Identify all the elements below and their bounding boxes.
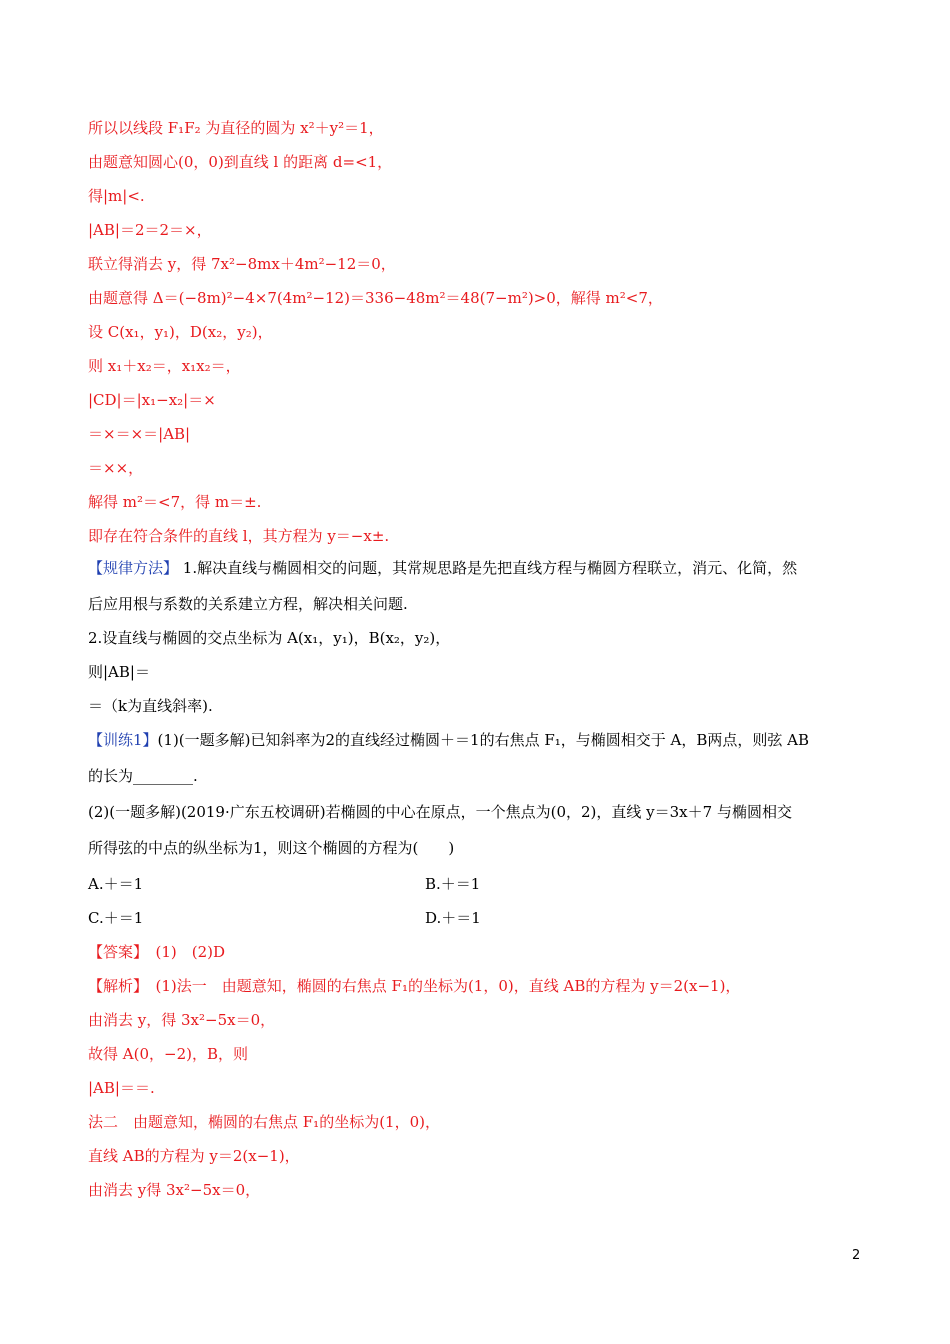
line-text: 则|AB|＝: [88, 663, 150, 681]
text-line: [88, 558, 797, 578]
text-line: [88, 1010, 275, 1030]
text-line: [88, 220, 212, 240]
line-text: C.＋＝1: [88, 909, 144, 927]
line-text: 后应用根与系数的关系建立方程，解决相关问题.: [88, 595, 408, 613]
text-line: [88, 322, 273, 342]
line-text: (1)法一 由题意知，椭圆的右焦点 F₁的坐标为(1，0)，直线 AB的方程为 y＝2(x−1)，: [140, 977, 741, 995]
text-line: [88, 288, 663, 308]
text-line: [88, 696, 213, 716]
text-line: [88, 874, 143, 894]
line-text: ＝（k为直线斜率).: [88, 697, 213, 715]
line-text: (2)(一题多解)(2019·广东五校调研)若椭圆的中心在原点，一个焦点为(0，2)，直线 y＝3x＋7 与椭圆相交: [88, 803, 792, 821]
line-text: 法二 由题意知，椭圆的右焦点 F₁的坐标为(1，0)，: [88, 1113, 440, 1131]
text-line: [88, 838, 454, 858]
text-line: [88, 594, 408, 614]
line-text: |AB|＝＝.: [88, 1079, 155, 1097]
text-line: [88, 458, 143, 478]
section-label: 【解析】: [88, 977, 141, 995]
line-text: 联立得消去 y，得 7x²−8mx＋4m²−12＝0，: [88, 255, 396, 273]
text-line: [88, 1112, 440, 1132]
line-text: 设 C(x₁，y₁)，D(x₂，y₂)，: [88, 323, 273, 341]
text-line: [88, 908, 143, 928]
line-text: 则 x₁＋x₂＝，x₁x₂＝，: [88, 357, 241, 375]
text-line: [88, 976, 740, 996]
line-text: (1) (2)D: [140, 943, 226, 961]
line-text: 的长为________.: [88, 767, 198, 785]
line-text: 由题意知圆心(0，0)到直线 l 的距离 d=<1，: [88, 153, 393, 171]
text-line: [88, 766, 198, 786]
text-line: [88, 1146, 300, 1166]
line-text: 故得 A(0，−2)，B，则: [88, 1045, 248, 1063]
text-line: [88, 152, 392, 172]
line-text: |CD|＝|x₁−x₂|＝×: [88, 391, 216, 409]
text-line: [88, 492, 261, 512]
text-line: [88, 186, 145, 206]
text-line: [88, 628, 450, 648]
text-line: [88, 942, 225, 962]
section-label: 【训练1】: [88, 731, 158, 749]
line-text: A.＋＝1: [88, 875, 144, 893]
line-text: |AB|＝2＝2＝×，: [88, 221, 212, 239]
text-line: [88, 526, 389, 546]
text-line: [88, 254, 396, 274]
page-number: 2: [852, 1248, 861, 1263]
text-line: [88, 356, 241, 376]
text-line: [88, 802, 792, 822]
line-text: ＝×＝×＝|AB|: [88, 425, 191, 443]
line-text: 解得 m²＝<7，得 m＝±.: [88, 493, 262, 511]
text-line: [88, 424, 190, 444]
section-label: 【规律方法】: [88, 559, 179, 577]
line-text: 由消去 y得 3x²−5x＝0，: [88, 1181, 261, 1199]
line-text: 由消去 y，得 3x²−5x＝0，: [88, 1011, 276, 1029]
option-text: D.＋＝1: [425, 909, 481, 927]
text-line: [88, 662, 150, 682]
line-text: 即存在符合条件的直线 l，其方程为 y＝−x±.: [88, 527, 390, 545]
section-label: 【答案】: [88, 943, 141, 961]
line-text: (1)(一题多解)已知斜率为2的直线经过椭圆＋＝1的右焦点 F₁，与椭圆相交于 A，B两点，则弦 AB: [157, 731, 810, 749]
line-text: 由题意得 Δ＝(−8m)²−4×7(4m²−12)＝336−48m²＝48(7−m²)>0，解得 m²<7，: [88, 289, 663, 307]
text-line: [88, 1078, 155, 1098]
line-text: 直线 AB的方程为 y＝2(x−1)，: [88, 1147, 300, 1165]
line-text: 2.设直线与椭圆的交点坐标为 A(x₁，y₁)，B(x₂，y₂)，: [88, 629, 451, 647]
option-text: B.＋＝1: [425, 875, 481, 893]
text-line: [88, 1180, 260, 1200]
line-text: 得|m|<.: [88, 187, 145, 205]
text-line: [88, 1044, 248, 1064]
line-text: 所得弦的中点的纵坐标为1，则这个椭圆的方程为( ): [88, 839, 455, 857]
text-line: [88, 118, 384, 138]
text-line: [88, 730, 809, 750]
line-text: ＝××，: [88, 459, 144, 477]
text-line: [88, 390, 216, 410]
line-text: 所以以线段 F₁F₂ 为直径的圆为 x²＋y²＝1，: [88, 119, 384, 137]
line-text: 1.解决直线与椭圆相交的问题，其常规思路是先把直线方程与椭圆方程联立，消元、化简，然: [178, 559, 798, 577]
